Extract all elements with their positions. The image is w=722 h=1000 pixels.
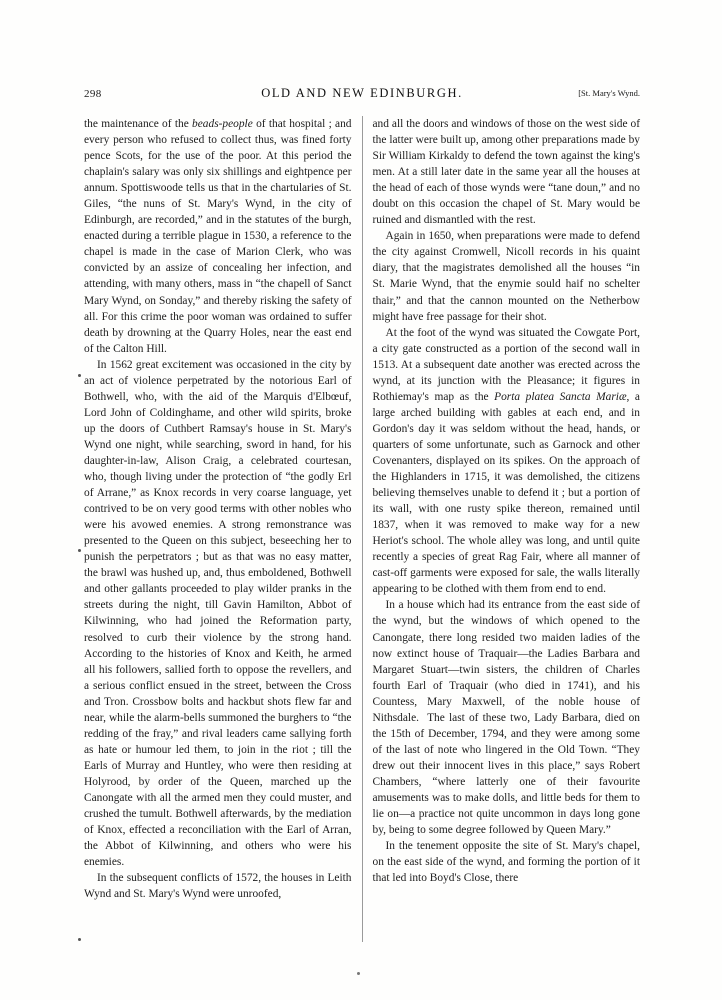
margin-mark	[78, 374, 81, 377]
paragraph: In the tenement opposite the site of St. Mary's chapel, on the east side of the wynd, and forming the portion of it that led into Boyd's Close, there	[372, 840, 640, 885]
page-number: 298	[84, 88, 102, 100]
body-columns	[84, 116, 640, 956]
paragraph: In 1562 great excitement was occasioned in the city by an act of violence perpetrated by the notorious Earl of Bothwell, who, with the aid of the Marquis d'Elbœuf, Lord John of Coldinghame, and other wild spirits, broke up the doors of Cuthbert Ramsay's house in St. Mary's Wynd one night, while searching, sword in hand, for his daughter-in-law, Alison Craig, a celebrated courtesan, who, though living under the protection of “the godly Erl of Arrane,” as Knox records in very coarse language, yet contrived to be on very good terms with other nobles who were his avowed enemies. A strong remonstrance was presented to the Queen on this subject, beseeching her to punish the perpetrators ; but as that was no easy matter, the brawl was hushed up, and, thus emboldened, Bothwell and other gallants proceeded to play wilder pranks in the streets during the night, till Gavin Hamilton, Abbot of Kilwinning, who had joined the Reformation party, resolved to curb their violence by the strong hand. According to the histories of Knox and Keith, he armed all his followers, sallied forth to oppose the revellers, and a serious conflict ensued in the street, between the Cross and Tron. Crossbow bolts and hackbut shots flew far and near, while the alarm-bells summoned the burghers to “the redding of the fray,” and rival leaders came sallying forth as hate or humour led them, to join in the riot ; till the Earls of Murray and Huntley, who were then residing at Holyrood, by order of the Queen, marched up the Canongate with all the armed men they could muster, and crushed the tumult. Bothwell afterwards, by the mediation of Knox, effected a reconciliation with the Earl of Arran, the Abbot of Kilwinning, and others who were his enemies.	[84, 358, 352, 869]
paragraph: In a house which had its entrance from the east side of the wynd, but the windows of which opened to the Canongate, there long resided two maiden ladies of the now extinct house of Traquair—the Ladies Barbara and Margaret Stuart—twin sisters, the children of Charles fourth Earl of Traquair (who died in 1741), and his Countess, Mary Maxwell, of the noble house of Nithsdale. The last of these two, Lady Barbara, died on the 15th of December, 1794, and they were among some of the last of note who lingered in the Old Town. “They drew out their innocent lives in this place,” says Robert Chambers, “where latterly one of their favourite amusements was to make dolls, and little beds for them to lie on—a practice not quite uncommon in days long gone by, being to some degree followed by Queen Mary.”	[372, 599, 640, 837]
page-header	[84, 86, 640, 104]
running-title: OLD AND NEW EDINBURGH.	[261, 86, 463, 100]
page-bottom-mark	[357, 972, 360, 975]
paragraph: In the subsequent conflicts of 1572, the houses in Leith Wynd and St. Mary's Wynd were unroofed,	[84, 872, 352, 901]
paragraph: and all the doors and windows of those on the west side of the latter were built up, among other preparations made by Sir William Kirkaldy to defend the town against the king's men. At a still later date in the same year all the houses at the head of each of those wynds were “tane doun,” and no doubt on this occasion the chapel of St. Mary would be ruined and dismantled with the rest.	[372, 118, 640, 227]
margin-mark	[78, 938, 81, 941]
paragraph: Again in 1650, when preparations were made to defend the city against Cromwell, Nicoll records in his quaint diary, that the magistrates demolished all the houses “in St. Marie Wynd, that the enymie sould haif no schelter thair,” and that the cannon mounted on the Netherbow might have free passage for their shot.	[372, 230, 640, 323]
column-right	[363, 116, 641, 956]
paragraph: the maintenance of the beads-people of that hospital ; and every person who refused to collect thus, was fined forty pence Scots, for the use of the poor. At this period the chaplain's salary was only six shillings and eightpence per annum. Spottiswoode tells us that in the chartularies of St. Giles, “the nuns of St. Mary's Wynd, in the city of Edinburgh, are recorded,” and in the statutes of the burgh, enacted during a terrible plague in 1530, a reference to the chapel is made in the case of Marion Clerk, who was convicted by an assize of concealing her infection, and attending, with many others, mass in “the chapell of Sanct Mary Wynd, on Sonday,” and thereby risking the safety of all. For this crime the poor woman was ordained to suffer death by drowning at the Quarry Holes, near the east end of the Calton Hill.	[84, 118, 352, 355]
paragraph: At the foot of the wynd was situated the Cowgate Port, a city gate constructed as a portion of the second wall in 1513. At a subsequent date another was erected across the wynd, at its junction with the Pleasance; it figures in Rothiemay's map as the Porta platea Sancta Mariæ, a large arched building with gables at each end, and in Gordon's day it was seldom without the head, hands, or quarters of some unfortunate, such as Garnock and other Covenanters, displayed on its spikes. On the approach of the Highlanders in 1715, it was demolished, the citizens believing themselves unable to defend it ; but a portion of its wall, with one rusty spike thereon, remained until 1837, when it was removed to make way for a new Heriot's school. The whole alley was long, and until quite recently a species of great Rag Fair, where all manner of cast-off garments were exposed for sale, the walls literally appearing to be clothed with them from end to end.	[372, 326, 640, 596]
column-left	[84, 116, 362, 956]
header-side-note: [St. Mary's Wynd.	[578, 88, 640, 98]
margin-mark	[78, 549, 81, 552]
